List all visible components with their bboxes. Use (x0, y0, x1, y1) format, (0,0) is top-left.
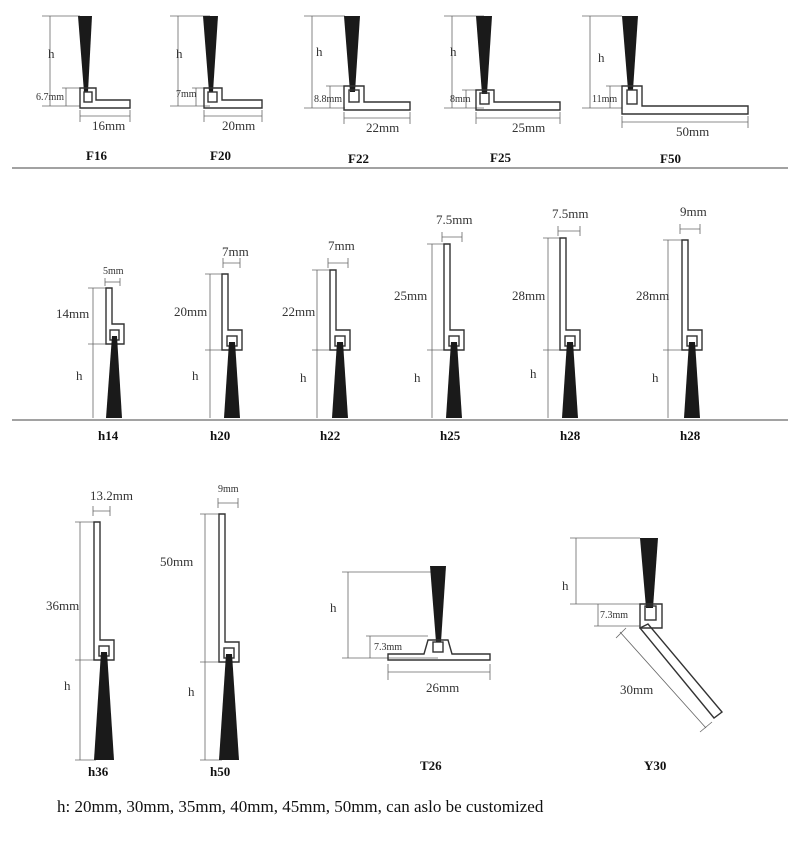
profile-f22 (304, 16, 410, 166)
clip-dimension: 8.8mm (314, 94, 343, 105)
clip-dimension: 7.3mm (374, 642, 403, 653)
profile-h14 (56, 266, 124, 443)
model-label: h28 (680, 428, 701, 443)
height-symbol: h (48, 46, 55, 61)
height-symbol: h (530, 366, 537, 381)
height-dimension: 20mm (174, 304, 208, 319)
height-dimension: 22mm (282, 304, 316, 319)
base-dimension: 25mm (512, 120, 546, 135)
height-symbol: h (64, 678, 71, 693)
profile-f50 (582, 16, 748, 166)
model-label: F25 (490, 150, 511, 165)
base-dimension: 22mm (366, 120, 400, 135)
profile-f16 (36, 16, 130, 163)
profile-t26 (330, 566, 490, 773)
height-dimension: 28mm (636, 288, 670, 303)
height-symbol: h (76, 368, 83, 383)
width-dimension: 7mm (222, 244, 249, 259)
height-dimension: 28mm (512, 288, 546, 303)
clip-dimension: 11mm (592, 94, 618, 105)
width-dimension: 7.5mm (552, 206, 589, 221)
profile-h25 (394, 212, 472, 443)
clip-dimension: 6.7mm (36, 92, 65, 103)
height-symbol: h (450, 44, 457, 59)
height-symbol: h (316, 44, 323, 59)
width-dimension: 7mm (328, 238, 355, 253)
base-dimension: 50mm (676, 124, 710, 139)
height-dimension: 14mm (56, 306, 90, 321)
height-symbol: h (414, 370, 421, 385)
base-dimension: 26mm (426, 680, 460, 695)
profile-h50 (160, 484, 239, 779)
model-label: T26 (420, 758, 442, 773)
height-symbol: h (188, 684, 195, 699)
profile-f20 (170, 16, 262, 163)
model-label: h50 (210, 764, 231, 779)
height-symbol: h (176, 46, 183, 61)
clip-dimension: 7mm (176, 89, 197, 100)
height-options-note: h: 20mm, 30mm, 35mm, 40mm, 45mm, 50mm, can aslo be customized (57, 797, 544, 816)
height-dimension: 36mm (46, 598, 80, 613)
model-label: h14 (98, 428, 119, 443)
model-label: h36 (88, 764, 109, 779)
model-label: h25 (440, 428, 461, 443)
model-label: F50 (660, 151, 681, 166)
height-symbol: h (562, 578, 569, 593)
arm-dimension: 30mm (620, 682, 654, 697)
height-dimension: 50mm (160, 554, 194, 569)
model-label: Y30 (644, 758, 667, 773)
profile-f25 (444, 16, 560, 165)
profile-h22 (282, 238, 355, 443)
base-dimension: 20mm (222, 118, 256, 133)
base-dimension: 16mm (92, 118, 126, 133)
height-symbol: h (598, 50, 605, 65)
model-label: h28 (560, 428, 581, 443)
width-dimension: 7.5mm (436, 212, 473, 227)
model-label: F16 (86, 148, 107, 163)
height-symbol: h (330, 600, 337, 615)
height-symbol: h (192, 368, 199, 383)
profile-y30 (562, 538, 722, 773)
model-label: F20 (210, 148, 231, 163)
width-dimension: 5mm (103, 266, 124, 277)
model-label: h20 (210, 428, 231, 443)
model-label: F22 (348, 151, 369, 166)
profile-h28-b (636, 204, 707, 443)
width-dimension: 13.2mm (90, 488, 133, 503)
width-dimension: 9mm (218, 484, 239, 495)
model-label: h22 (320, 428, 341, 443)
profile-h36 (46, 488, 133, 779)
height-dimension: 25mm (394, 288, 428, 303)
height-symbol: h (652, 370, 659, 385)
profile-h28-a (512, 206, 588, 443)
width-dimension: 9mm (680, 204, 707, 219)
clip-dimension: 7.3mm (600, 610, 629, 621)
height-symbol: h (300, 370, 307, 385)
profile-h20 (174, 244, 249, 443)
clip-dimension: 8mm (450, 94, 471, 105)
